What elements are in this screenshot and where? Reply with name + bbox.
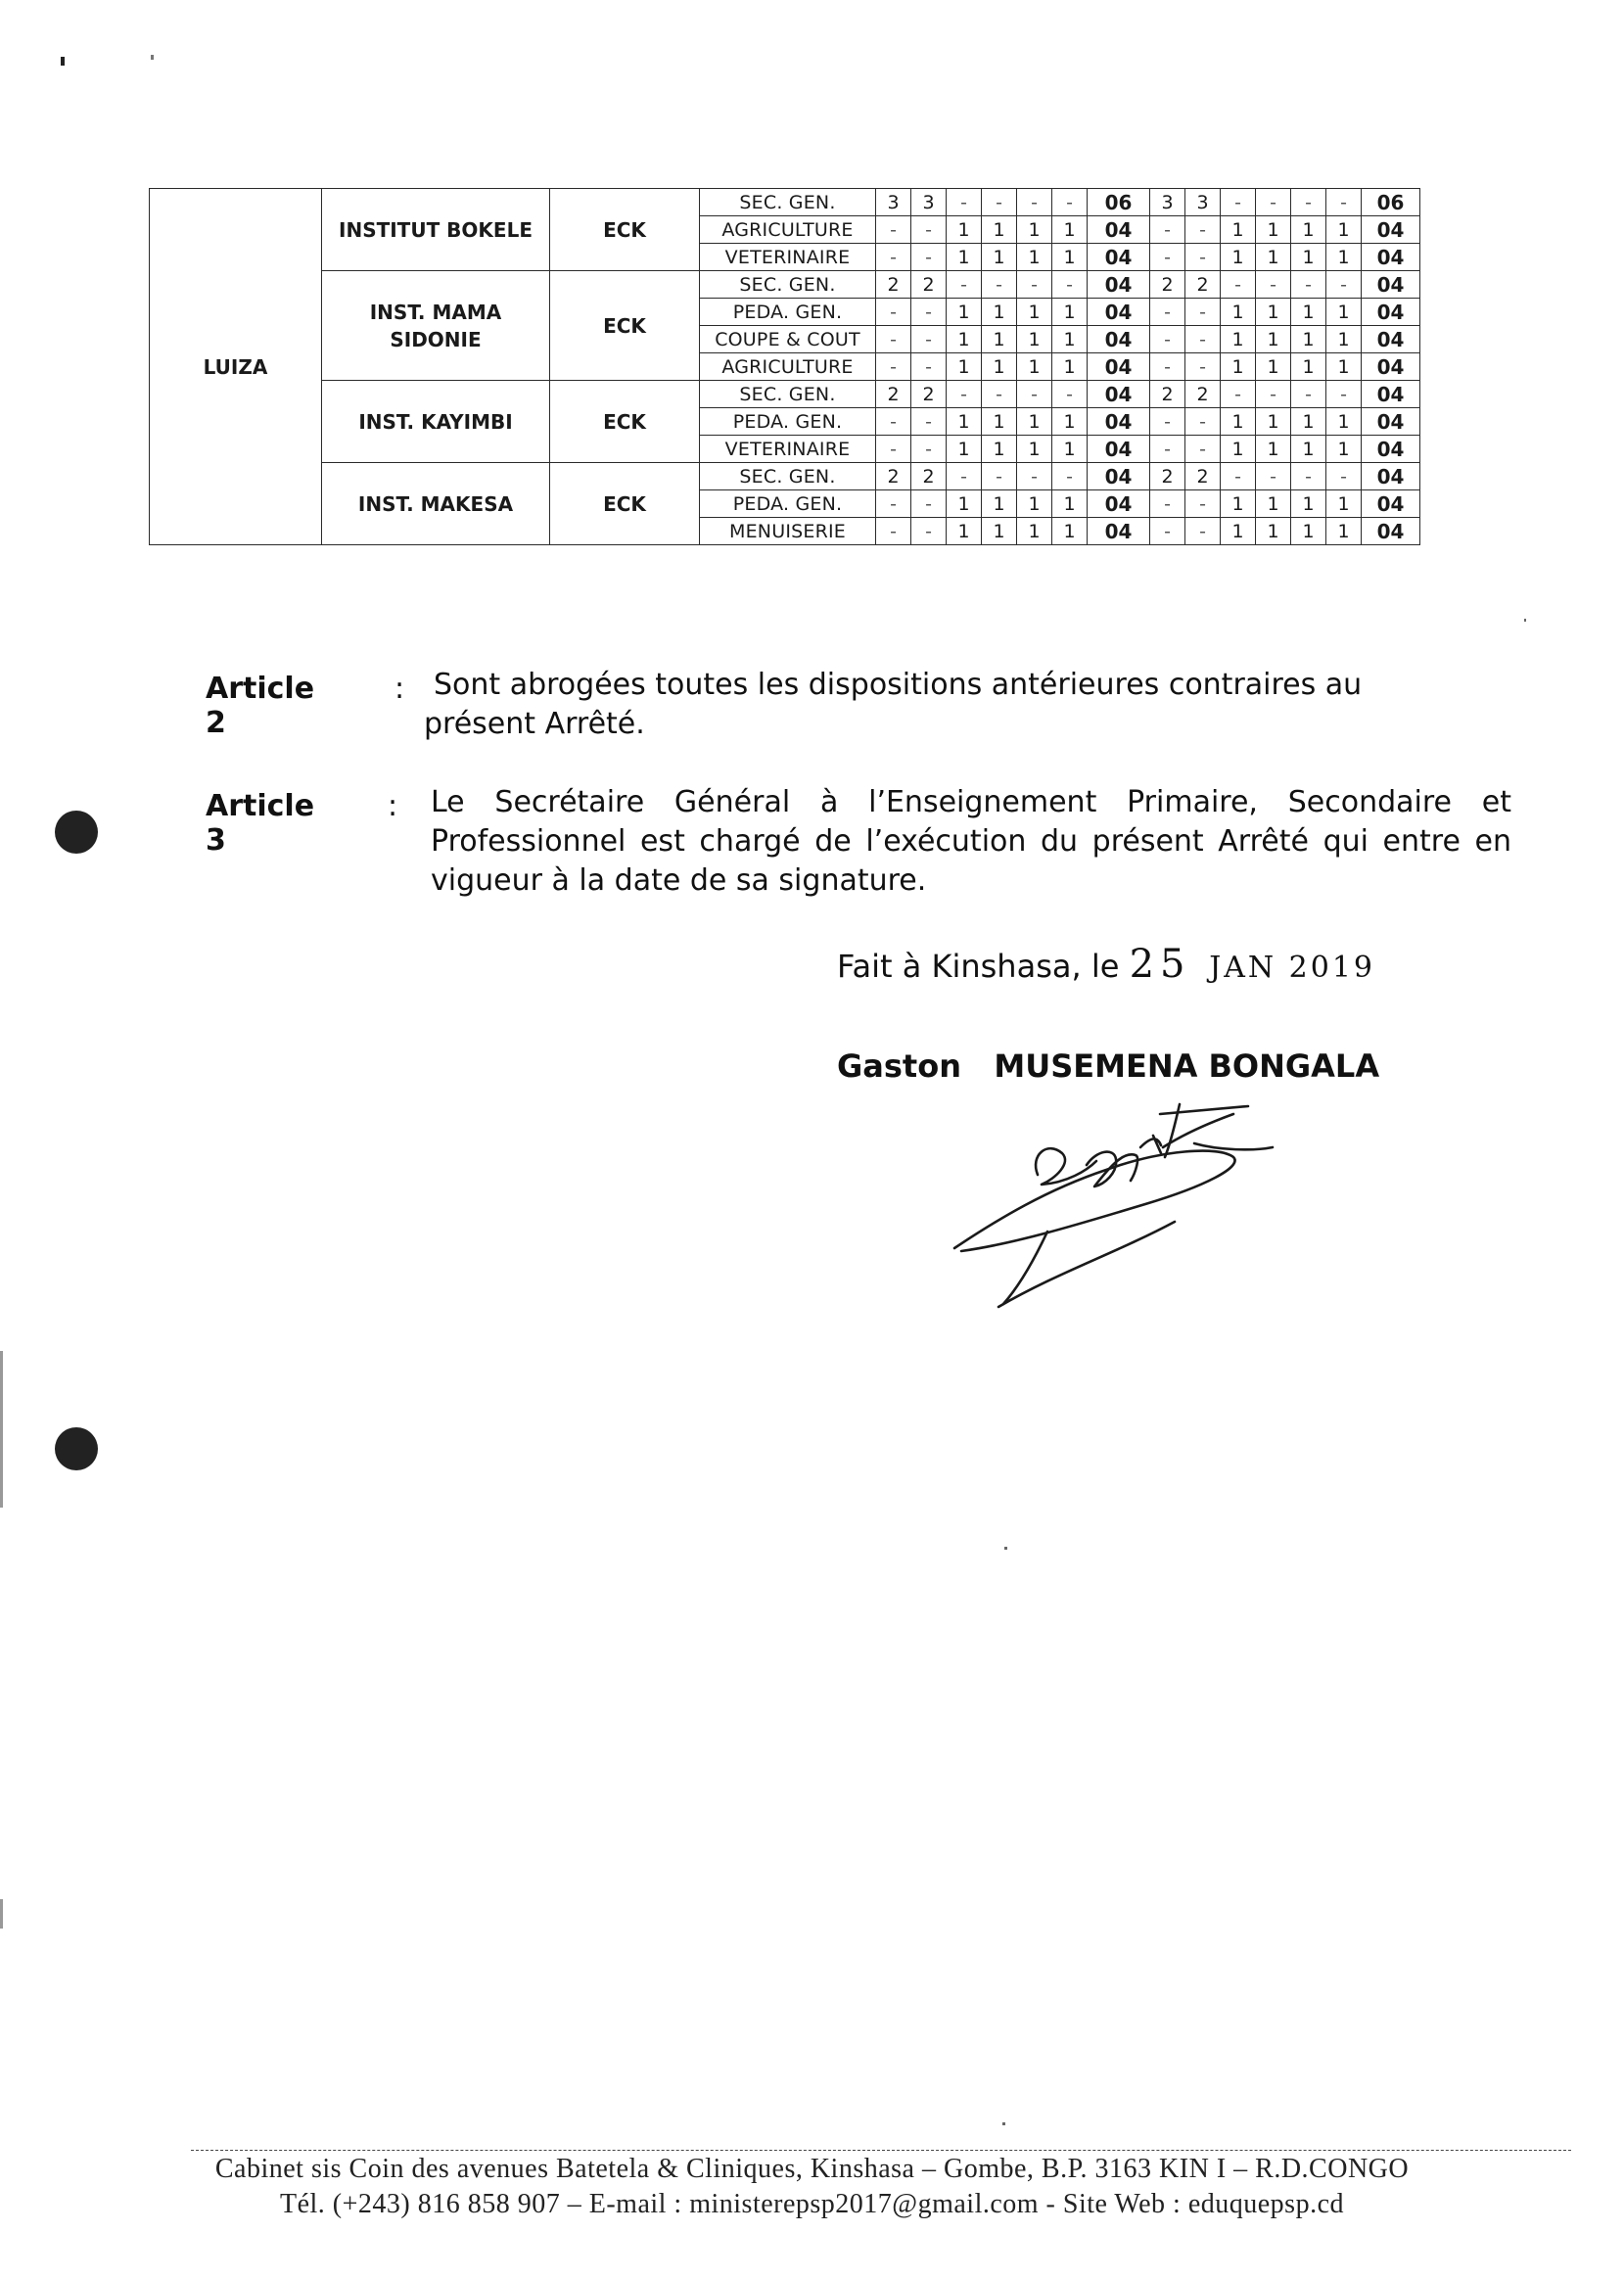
signer-name — [837, 1047, 1379, 1085]
count-cell: 1 — [1291, 353, 1326, 381]
option-cell: SEC. GEN. — [700, 189, 876, 216]
total-cell: 04 — [1088, 518, 1150, 545]
date-stamp — [1130, 942, 1375, 987]
count-cell: - — [982, 381, 1017, 408]
total-cell: 04 — [1088, 271, 1150, 299]
total-cell: 04 — [1088, 463, 1150, 490]
count-cell: 1 — [1221, 326, 1256, 353]
count-cell: 3 — [1185, 189, 1221, 216]
count-cell: 1 — [1326, 408, 1362, 436]
count-cell: - — [1221, 271, 1256, 299]
count-cell: 1 — [1052, 436, 1088, 463]
count-cell: - — [1150, 353, 1185, 381]
count-cell: - — [1052, 463, 1088, 490]
scan-speck — [1524, 619, 1526, 622]
count-cell: - — [1185, 490, 1221, 518]
count-cell: 1 — [1326, 326, 1362, 353]
count-cell: 1 — [1017, 353, 1052, 381]
count-cell: - — [1185, 216, 1221, 244]
count-cell: 2 — [876, 463, 911, 490]
total-cell: 04 — [1088, 490, 1150, 518]
count-cell: 2 — [876, 381, 911, 408]
scan-edge-mark — [0, 1899, 3, 1929]
place-text: Fait à Kinshasa, le — [837, 948, 1120, 985]
count-cell: 1 — [947, 326, 982, 353]
count-cell: 1 — [1052, 244, 1088, 271]
count-cell: - — [1017, 381, 1052, 408]
count-cell: 1 — [982, 299, 1017, 326]
count-cell: - — [1326, 381, 1362, 408]
scan-speck — [1004, 1547, 1007, 1550]
total-cell: 06 — [1362, 189, 1420, 216]
schools-table — [149, 188, 1420, 545]
total-cell: 04 — [1362, 436, 1420, 463]
count-cell: 1 — [1256, 408, 1291, 436]
province-cell: LUIZA — [150, 189, 322, 545]
scan-speck — [151, 55, 154, 60]
count-cell: - — [1150, 436, 1185, 463]
count-cell: 1 — [1291, 518, 1326, 545]
count-cell: 1 — [1017, 408, 1052, 436]
count-cell: - — [1052, 271, 1088, 299]
option-cell: SEC. GEN. — [700, 271, 876, 299]
signer-last-name: MUSEMENA BONGALA — [994, 1047, 1380, 1085]
count-cell: 1 — [1017, 436, 1052, 463]
total-cell: 04 — [1362, 518, 1420, 545]
count-cell: - — [1221, 463, 1256, 490]
count-cell: 1 — [1291, 216, 1326, 244]
regime-cell: ECK — [550, 381, 700, 463]
option-cell: PEDA. GEN. — [700, 408, 876, 436]
count-cell: 1 — [1221, 490, 1256, 518]
count-cell: 1 — [1326, 353, 1362, 381]
school-name-cell: INST. MAKESA — [322, 463, 550, 545]
count-cell: - — [947, 463, 982, 490]
count-cell: - — [947, 271, 982, 299]
count-cell: - — [876, 326, 911, 353]
count-cell: - — [1221, 189, 1256, 216]
count-cell: 1 — [1221, 353, 1256, 381]
count-cell: - — [911, 436, 947, 463]
count-cell: - — [911, 353, 947, 381]
date-day: 25 — [1129, 942, 1191, 987]
count-cell: 1 — [947, 299, 982, 326]
option-cell: AGRICULTURE — [700, 353, 876, 381]
count-cell: 1 — [1291, 408, 1326, 436]
count-cell: 1 — [1221, 299, 1256, 326]
count-cell: - — [1291, 271, 1326, 299]
count-cell: 1 — [1052, 518, 1088, 545]
option-cell: SEC. GEN. — [700, 381, 876, 408]
count-cell: 1 — [1326, 518, 1362, 545]
count-cell: 1 — [1326, 436, 1362, 463]
count-cell: 2 — [1185, 463, 1221, 490]
total-cell: 04 — [1088, 408, 1150, 436]
school-name-cell: INST. MAMA SIDONIE — [322, 271, 550, 381]
count-cell: 1 — [1052, 216, 1088, 244]
count-cell: 1 — [947, 518, 982, 545]
total-cell: 04 — [1088, 216, 1150, 244]
table-row — [150, 381, 1420, 408]
count-cell: - — [982, 463, 1017, 490]
footer-address: Cabinet sis Coin des avenues Batetela & Cliniques, Kinshasa – Gombe, B.P. 3163 KIN I – R.D.CONGO — [214, 2154, 1410, 2184]
count-cell: - — [911, 408, 947, 436]
count-cell: 1 — [1291, 299, 1326, 326]
option-cell: PEDA. GEN. — [700, 299, 876, 326]
count-cell: - — [1256, 189, 1291, 216]
count-cell: - — [1291, 189, 1326, 216]
count-cell: 1 — [947, 216, 982, 244]
article-3-text: Le Secrétaire Général à l’Enseignement Primaire, Secondaire et Professionnel est chargé de l’exécution du présent Arrêté qui entre en vigueur à la date de sa signature. — [431, 785, 1511, 898]
total-cell: 04 — [1088, 244, 1150, 271]
count-cell: - — [911, 299, 947, 326]
total-cell: 04 — [1088, 353, 1150, 381]
count-cell: 1 — [1326, 490, 1362, 518]
place-date — [837, 942, 1375, 987]
count-cell: 1 — [1221, 244, 1256, 271]
total-cell: 04 — [1362, 408, 1420, 436]
count-cell: 2 — [911, 463, 947, 490]
count-cell: - — [911, 244, 947, 271]
count-cell: 1 — [1291, 244, 1326, 271]
count-cell: 3 — [1150, 189, 1185, 216]
count-cell: 1 — [1052, 490, 1088, 518]
count-cell: 1 — [1256, 299, 1291, 326]
count-cell: - — [1326, 189, 1362, 216]
count-cell: 1 — [1221, 216, 1256, 244]
regime-cell: ECK — [550, 463, 700, 545]
count-cell: 1 — [1221, 518, 1256, 545]
footer-divider — [191, 2150, 1571, 2151]
count-cell: 1 — [1291, 436, 1326, 463]
total-cell: 04 — [1362, 299, 1420, 326]
count-cell: 1 — [1017, 326, 1052, 353]
count-cell: - — [876, 353, 911, 381]
count-cell: 1 — [1052, 408, 1088, 436]
count-cell: 1 — [982, 216, 1017, 244]
count-cell: - — [1256, 463, 1291, 490]
total-cell: 04 — [1088, 326, 1150, 353]
article-3-colon: : — [388, 789, 398, 823]
count-cell: - — [1256, 381, 1291, 408]
count-cell: 2 — [911, 271, 947, 299]
total-cell: 04 — [1088, 299, 1150, 326]
option-cell: VETERINAIRE — [700, 244, 876, 271]
article-2-label: Article 2 — [206, 672, 315, 740]
count-cell: - — [911, 518, 947, 545]
count-cell: 2 — [876, 271, 911, 299]
count-cell: 1 — [982, 408, 1017, 436]
total-cell: 04 — [1362, 490, 1420, 518]
article-2-line-1: Sont abrogées toutes les dispositions antérieures contraires au — [434, 668, 1363, 702]
count-cell: 1 — [1291, 490, 1326, 518]
total-cell: 06 — [1088, 189, 1150, 216]
count-cell: 1 — [1256, 244, 1291, 271]
count-cell: 1 — [1326, 299, 1362, 326]
handwritten-signature — [940, 1096, 1331, 1322]
count-cell: 1 — [1256, 216, 1291, 244]
count-cell: - — [1017, 463, 1052, 490]
count-cell: - — [876, 408, 911, 436]
count-cell: 1 — [947, 244, 982, 271]
count-cell: - — [982, 271, 1017, 299]
total-cell: 04 — [1362, 216, 1420, 244]
count-cell: - — [1150, 244, 1185, 271]
count-cell: - — [1291, 381, 1326, 408]
count-cell: - — [1291, 463, 1326, 490]
count-cell: 1 — [947, 436, 982, 463]
count-cell: 1 — [1256, 436, 1291, 463]
count-cell: 1 — [982, 436, 1017, 463]
count-cell: - — [1150, 518, 1185, 545]
count-cell: - — [1052, 189, 1088, 216]
signer-first-name: Gaston — [837, 1047, 961, 1085]
count-cell: - — [1185, 244, 1221, 271]
count-cell: - — [1185, 299, 1221, 326]
count-cell: 1 — [947, 353, 982, 381]
count-cell: 1 — [1017, 490, 1052, 518]
date-month-year: JAN 2019 — [1209, 951, 1376, 985]
scan-edge-mark — [0, 1351, 3, 1508]
table-row — [150, 271, 1420, 299]
count-cell: - — [911, 490, 947, 518]
count-cell: 2 — [911, 381, 947, 408]
count-cell: - — [1052, 381, 1088, 408]
total-cell: 04 — [1088, 381, 1150, 408]
count-cell: 1 — [982, 244, 1017, 271]
count-cell: 1 — [947, 490, 982, 518]
count-cell: 1 — [1291, 326, 1326, 353]
count-cell: - — [876, 299, 911, 326]
total-cell: 04 — [1088, 436, 1150, 463]
count-cell: 1 — [1017, 216, 1052, 244]
scan-speck — [1002, 2122, 1005, 2125]
count-cell: 2 — [1150, 271, 1185, 299]
option-cell: PEDA. GEN. — [700, 490, 876, 518]
count-cell: - — [1185, 353, 1221, 381]
count-cell: 1 — [1052, 353, 1088, 381]
count-cell: 2 — [1185, 271, 1221, 299]
total-cell: 04 — [1362, 244, 1420, 271]
article-2-line-2: présent Arrêté. — [424, 707, 645, 741]
count-cell: 1 — [1256, 518, 1291, 545]
school-name-cell: INSTITUT BOKELE — [322, 189, 550, 271]
count-cell: - — [876, 490, 911, 518]
count-cell: - — [911, 326, 947, 353]
option-cell: COUPE & COUT — [700, 326, 876, 353]
count-cell: - — [947, 189, 982, 216]
count-cell: - — [1256, 271, 1291, 299]
count-cell: 3 — [876, 189, 911, 216]
count-cell: - — [1221, 381, 1256, 408]
count-cell: 1 — [1052, 326, 1088, 353]
total-cell: 04 — [1362, 381, 1420, 408]
count-cell: - — [1185, 518, 1221, 545]
count-cell: 1 — [1256, 353, 1291, 381]
school-name-cell: INST. KAYIMBI — [322, 381, 550, 463]
count-cell: 1 — [982, 490, 1017, 518]
count-cell: - — [876, 244, 911, 271]
count-cell: - — [1185, 326, 1221, 353]
count-cell: 3 — [911, 189, 947, 216]
scan-speck — [61, 57, 65, 66]
total-cell: 04 — [1362, 326, 1420, 353]
total-cell: 04 — [1362, 463, 1420, 490]
article-3-label: Article 3 — [206, 789, 315, 858]
option-cell: VETERINAIRE — [700, 436, 876, 463]
count-cell: 1 — [982, 353, 1017, 381]
count-cell: - — [911, 216, 947, 244]
punch-hole — [55, 811, 98, 854]
count-cell: - — [1017, 189, 1052, 216]
regime-cell: ECK — [550, 271, 700, 381]
count-cell: - — [947, 381, 982, 408]
count-cell: - — [1150, 408, 1185, 436]
count-cell: - — [1326, 271, 1362, 299]
table-row — [150, 463, 1420, 490]
count-cell: 1 — [1221, 436, 1256, 463]
count-cell: - — [876, 518, 911, 545]
count-cell: 2 — [1150, 381, 1185, 408]
count-cell: 1 — [947, 408, 982, 436]
count-cell: - — [1326, 463, 1362, 490]
count-cell: - — [1185, 436, 1221, 463]
count-cell: 1 — [1017, 518, 1052, 545]
count-cell: 1 — [982, 326, 1017, 353]
count-cell: - — [1150, 299, 1185, 326]
count-cell: 1 — [1326, 244, 1362, 271]
count-cell: 2 — [1150, 463, 1185, 490]
count-cell: 1 — [982, 518, 1017, 545]
article-2-colon: : — [394, 672, 405, 706]
option-cell: SEC. GEN. — [700, 463, 876, 490]
count-cell: - — [1150, 326, 1185, 353]
count-cell: - — [1017, 271, 1052, 299]
count-cell: - — [1150, 216, 1185, 244]
option-cell: AGRICULTURE — [700, 216, 876, 244]
footer-contact: Tél. (+243) 816 858 907 – E-mail : ministerepsp2017@gmail.com - Site Web : eduquepsp.cd — [279, 2189, 1345, 2219]
count-cell: 2 — [1185, 381, 1221, 408]
option-cell: MENUISERIE — [700, 518, 876, 545]
total-cell: 04 — [1362, 353, 1420, 381]
count-cell: 1 — [1326, 216, 1362, 244]
count-cell: - — [876, 436, 911, 463]
punch-hole — [55, 1427, 98, 1470]
count-cell: - — [1150, 490, 1185, 518]
count-cell: 1 — [1256, 490, 1291, 518]
count-cell: 1 — [1256, 326, 1291, 353]
count-cell: 1 — [1017, 244, 1052, 271]
total-cell: 04 — [1362, 271, 1420, 299]
count-cell: 1 — [1052, 299, 1088, 326]
count-cell: - — [982, 189, 1017, 216]
count-cell: 1 — [1017, 299, 1052, 326]
count-cell: 1 — [1221, 408, 1256, 436]
regime-cell: ECK — [550, 189, 700, 271]
count-cell: - — [1185, 408, 1221, 436]
count-cell: - — [876, 216, 911, 244]
table-row — [150, 189, 1420, 216]
